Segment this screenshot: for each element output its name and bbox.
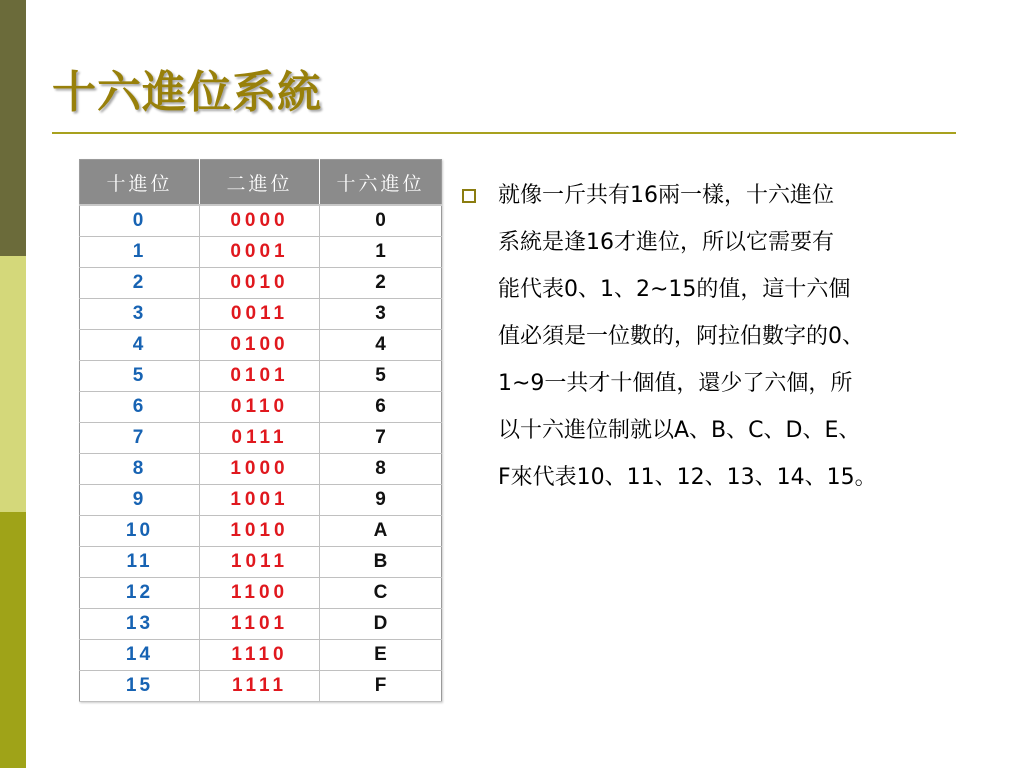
decimal-cell: 4 — [80, 330, 200, 361]
table-row — [80, 268, 442, 299]
decimal-cell: 7 — [80, 423, 200, 454]
table-row — [80, 361, 442, 392]
binary-cell: 0000 — [200, 205, 320, 237]
hex-cell: 1 — [320, 237, 442, 268]
side-bar-bottom — [0, 512, 26, 768]
bullet-line: 值必須是一位數的，阿拉伯數字的0、 — [498, 324, 864, 349]
decimal-cell: 2 — [80, 268, 200, 299]
bullet-line: 1~9一共才十個值，還少了六個，所 — [498, 371, 853, 396]
table-row — [80, 423, 442, 454]
binary-cell: 0101 — [200, 361, 320, 392]
hex-cell: 6 — [320, 392, 442, 423]
table-row — [80, 609, 442, 640]
binary-cell: 0011 — [200, 299, 320, 330]
binary-cell: 1111 — [200, 671, 320, 702]
hex-cell: 5 — [320, 361, 442, 392]
header-decimal: 十進位 — [80, 160, 200, 206]
hex-cell: 2 — [320, 268, 442, 299]
table-row — [80, 485, 442, 516]
side-bar-top — [0, 0, 26, 256]
table-row — [80, 516, 442, 547]
decimal-cell: 3 — [80, 299, 200, 330]
table-row — [80, 237, 442, 268]
header-hexadecimal: 十六進位 — [320, 160, 442, 206]
binary-cell: 0100 — [200, 330, 320, 361]
table-row — [80, 671, 442, 702]
table-row — [80, 205, 442, 237]
table-row — [80, 640, 442, 671]
binary-cell: 0111 — [200, 423, 320, 454]
decimal-cell: 12 — [80, 578, 200, 609]
hex-cell: 9 — [320, 485, 442, 516]
decimal-cell: 11 — [80, 547, 200, 578]
hex-cell: E — [320, 640, 442, 671]
binary-cell: 0001 — [200, 237, 320, 268]
decimal-cell: 14 — [80, 640, 200, 671]
bullet-line: F來代表10、11、12、13、14、15。 — [498, 465, 877, 490]
binary-cell: 0010 — [200, 268, 320, 299]
bullet-line: 以十六進位制就以A、B、C、D、E、 — [498, 418, 861, 443]
decimal-cell: 6 — [80, 392, 200, 423]
table-row — [80, 578, 442, 609]
binary-cell: 0110 — [200, 392, 320, 423]
table-row — [80, 299, 442, 330]
hex-cell: 3 — [320, 299, 442, 330]
hex-cell: F — [320, 671, 442, 702]
binary-cell: 1101 — [200, 609, 320, 640]
table-row — [80, 330, 442, 361]
table-row — [80, 392, 442, 423]
hex-cell: B — [320, 547, 442, 578]
hex-cell: C — [320, 578, 442, 609]
hex-cell: D — [320, 609, 442, 640]
table-header-row — [80, 160, 442, 206]
title-divider — [52, 132, 956, 134]
binary-cell: 1011 — [200, 547, 320, 578]
decimal-cell: 10 — [80, 516, 200, 547]
conversion-table — [79, 159, 442, 702]
hex-cell: 8 — [320, 454, 442, 485]
side-bar-middle — [0, 256, 26, 512]
bullet-text — [498, 172, 968, 501]
decimal-cell: 0 — [80, 205, 200, 237]
binary-cell: 1000 — [200, 454, 320, 485]
hollow-square-bullet-icon — [462, 189, 476, 203]
decimal-cell: 5 — [80, 361, 200, 392]
binary-cell: 1010 — [200, 516, 320, 547]
bullet-line: 系統是逢16才進位，所以它需要有 — [498, 230, 834, 255]
decimal-cell: 13 — [80, 609, 200, 640]
decimal-cell: 15 — [80, 671, 200, 702]
hex-cell: 7 — [320, 423, 442, 454]
bullet-line: 能代表0、1、2~15的值，這十六個 — [498, 277, 851, 302]
bullet-line: 就像一斤共有16兩一樣，十六進位 — [498, 183, 834, 208]
table-row — [80, 454, 442, 485]
binary-cell: 1001 — [200, 485, 320, 516]
header-binary: 二進位 — [200, 160, 320, 206]
binary-cell: 1110 — [200, 640, 320, 671]
hex-cell: A — [320, 516, 442, 547]
hex-cell: 0 — [320, 205, 442, 237]
binary-cell: 1100 — [200, 578, 320, 609]
slide-title: 十六進位系統 — [52, 67, 322, 118]
hex-cell: 4 — [320, 330, 442, 361]
decimal-cell: 1 — [80, 237, 200, 268]
decimal-cell: 9 — [80, 485, 200, 516]
decimal-cell: 8 — [80, 454, 200, 485]
table-row — [80, 547, 442, 578]
table-body — [80, 205, 442, 702]
